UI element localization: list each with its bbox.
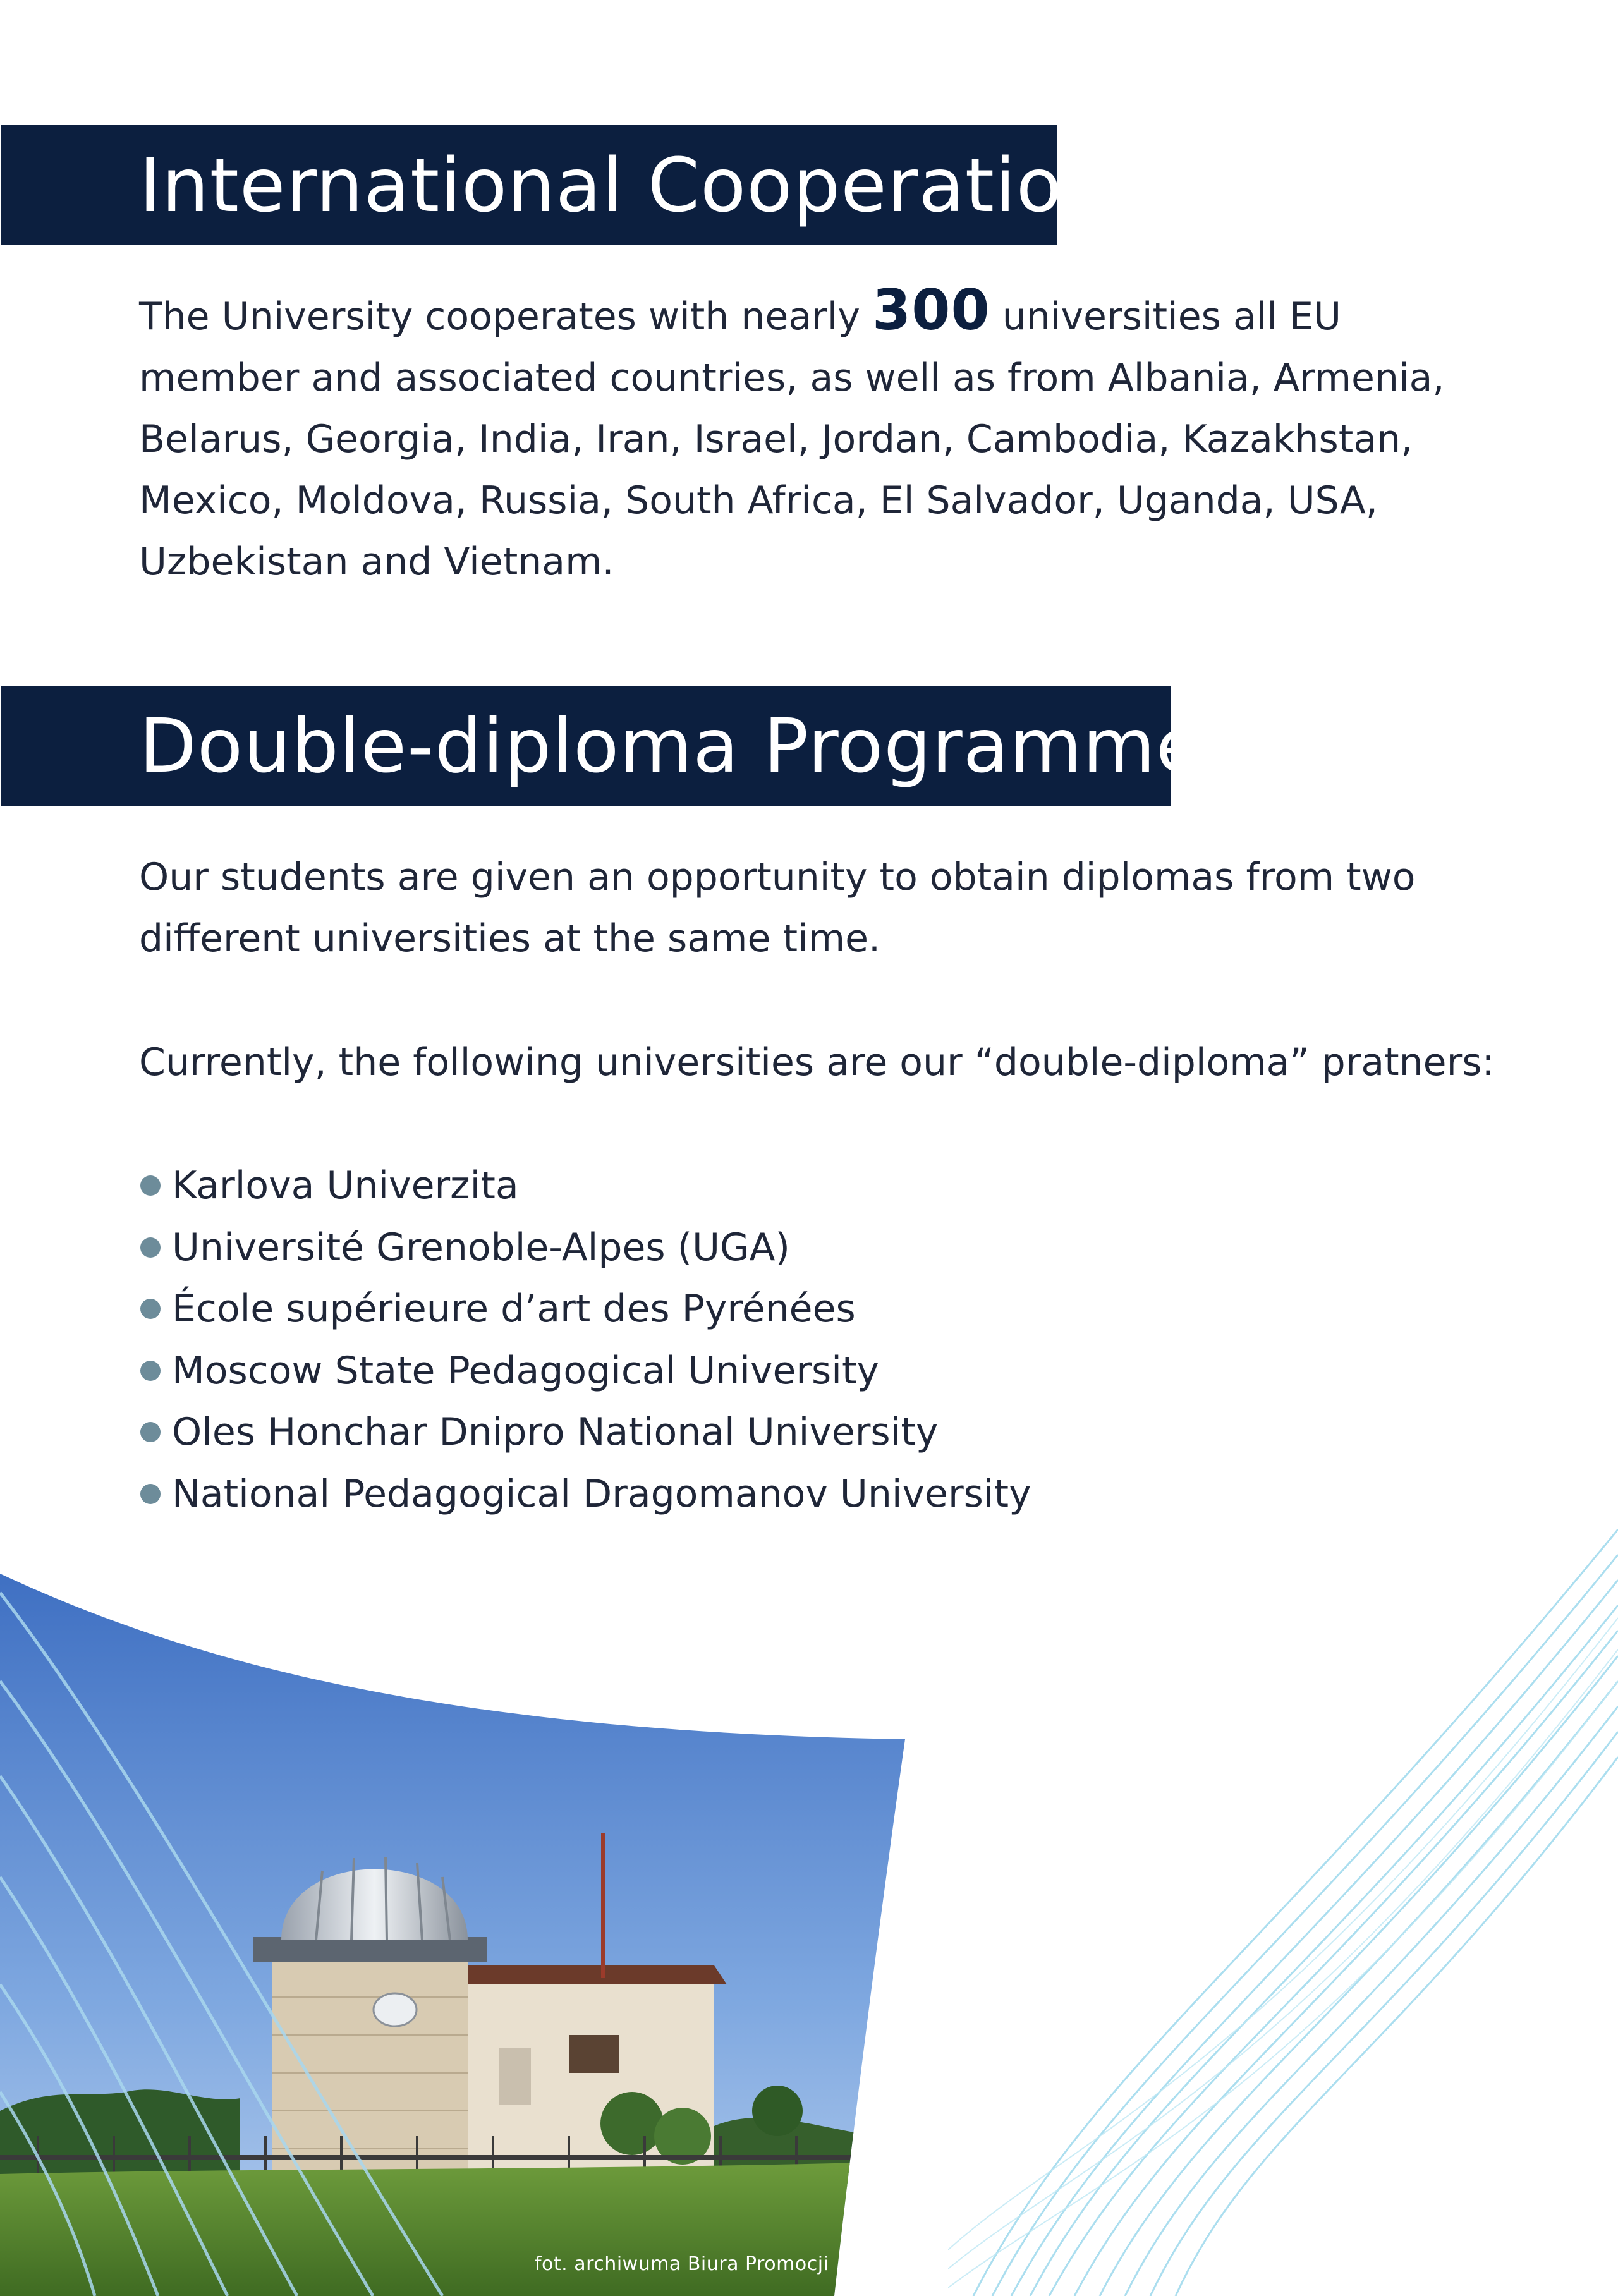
partners-intro: Currently, the following universities are our “double-diploma” pratners: xyxy=(139,1040,1495,1084)
bullet-icon xyxy=(140,1422,161,1442)
partner-name: Karlova Univerzita xyxy=(172,1163,519,1208)
partner-name: National Pedagogical Dragomanov University xyxy=(172,1471,1031,1516)
partner-name: Moscow State Pedagogical University xyxy=(172,1348,879,1393)
list-item xyxy=(139,1279,1031,1340)
observatory-photo xyxy=(0,1567,910,2296)
intro-paragraph xyxy=(139,279,1498,593)
partner-name: Oles Honchar Dnipro National University xyxy=(172,1410,939,1454)
list-item xyxy=(139,1464,1031,1526)
list-item xyxy=(139,1217,1031,1279)
decorative-waves xyxy=(948,1504,1618,2296)
bullet-icon xyxy=(140,1175,161,1196)
universities-count: 300 xyxy=(872,277,990,343)
double-diploma-description: Our students are given an opportunity to obtain diplomas from two different universities at the same time. xyxy=(139,855,1416,961)
list-item xyxy=(139,1402,1031,1464)
heading-double-diploma xyxy=(1,686,1242,806)
bullet-icon xyxy=(140,1361,161,1381)
partner-name: École supérieure d’art des Pyrénées xyxy=(172,1287,856,1331)
bullet-icon xyxy=(140,1237,161,1258)
list-item xyxy=(139,1340,1031,1402)
bullet-icon xyxy=(140,1484,161,1504)
bullet-icon xyxy=(140,1299,161,1319)
heading-international-cooperation xyxy=(1,125,1110,245)
section-title: Double-diploma Programmes xyxy=(139,702,1242,789)
partner-name: Université Grenoble-Alpes (UGA) xyxy=(172,1225,790,1270)
partner-list xyxy=(139,1155,1031,1525)
list-item xyxy=(139,1155,1031,1217)
photo-credit: fot. archiwuma Biura Promocji xyxy=(535,2253,829,2275)
section-title: International Cooperation xyxy=(139,142,1110,229)
intro-text-end: universities all EU member and associated countries, as well as from Albania, Armenia, Belarus, Georgia, India, Iran, Israel, Jordan, Cambodia, Kazakhstan, Mexico, Moldova, Russia, South Africa, El Salvador, Uganda, USA, Uzbekistan and Vietnam. xyxy=(139,295,1445,584)
intro-text-start: The University cooperates with nearly xyxy=(139,295,873,339)
